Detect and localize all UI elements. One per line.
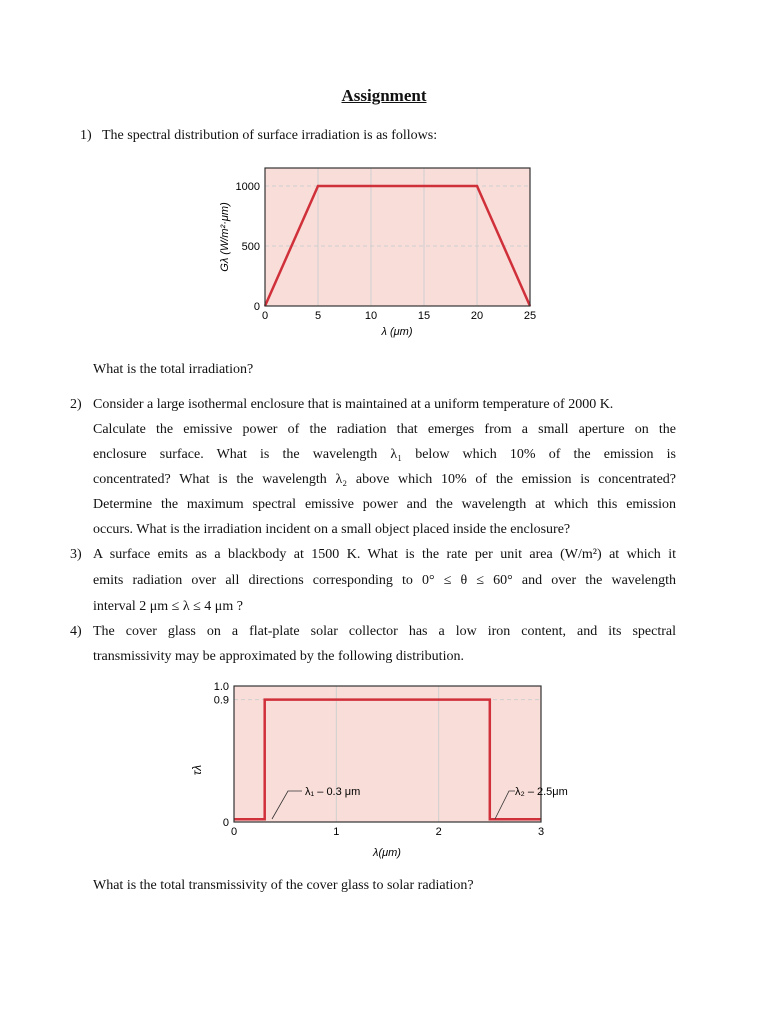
y-tick-label: 0 bbox=[222, 817, 229, 829]
q1-question: What is the total irradiation? bbox=[93, 362, 254, 377]
annotation-lambda1: λ₁ – 0.3 μm bbox=[305, 786, 361, 798]
x-tick-label: 15 bbox=[417, 310, 431, 322]
q4-line-2: transmissivity may be approximated by the following distribution. bbox=[93, 649, 464, 664]
x-tick-label: 20 bbox=[470, 310, 484, 322]
q2-line-6: occurs. What is the irradiation incident on a small object placed inside the enclosure? bbox=[93, 522, 571, 537]
chart-transmissivity-svg bbox=[180, 676, 600, 866]
y-tick-label: 0.9 bbox=[213, 694, 229, 707]
y-tick-label: 0 bbox=[253, 301, 260, 313]
x-tick-label: 3 bbox=[537, 826, 545, 838]
q3-line-2: emits radiation over all directions corresponding to 0° ≤ θ ≤ 60° and over the wavelength bbox=[93, 573, 676, 588]
annotation-lambda2: λ₂ – 2.5μm bbox=[515, 786, 568, 798]
q2-line-2: Calculate the emissive power of the radiation that emerges from a small aperture on the bbox=[93, 422, 676, 437]
x-tick-label: 5 bbox=[314, 310, 322, 322]
q2-line-4: concentrated? What is the wavelength λ₂ above which 10% of the emission is concentrated? bbox=[93, 472, 676, 487]
q3-line-1: A surface emits as a blackbody at 1500 K. What is the rate per unit area (W/m²) at which it bbox=[93, 547, 676, 562]
x-tick-label: 0 bbox=[230, 826, 238, 838]
plot-area bbox=[265, 168, 530, 306]
q1-text: The spectral distribution of surface irradiation is as follows: bbox=[102, 128, 438, 143]
y-tick-label: 1000 bbox=[235, 181, 260, 193]
y-tick-label: 500 bbox=[241, 241, 260, 253]
q4-question: What is the total transmissivity of the cover glass to solar radiation? bbox=[93, 878, 474, 893]
x-axis-label: λ (μm) bbox=[381, 326, 413, 338]
q2-number: 2) bbox=[70, 397, 82, 412]
q2-line-1: Consider a large isothermal enclosure that is maintained at a uniform temperature of 2000 K. bbox=[93, 397, 614, 412]
q2-line-5: Determine the maximum spectral emissive power and the wavelength at which this emission bbox=[93, 497, 676, 512]
plot-area bbox=[234, 686, 541, 822]
y-axis-label: τλ bbox=[190, 764, 204, 776]
page-title: Assignment bbox=[341, 86, 427, 105]
chart-irradiation bbox=[212, 165, 552, 345]
x-tick-label: 2 bbox=[435, 826, 442, 838]
y-tick-label: 1.0 bbox=[213, 681, 229, 693]
q3-line-3: interval 2 μm ≤ λ ≤ 4 μm ? bbox=[93, 599, 243, 614]
y-axis-label: Gλ (W/m²·μm) bbox=[219, 202, 231, 272]
chart-irradiation-svg bbox=[212, 165, 552, 345]
x-axis-label: λ(μm) bbox=[373, 847, 401, 859]
x-tick-label: 25 bbox=[523, 310, 537, 322]
q4-number: 4) bbox=[70, 624, 82, 639]
chart-transmissivity bbox=[180, 676, 600, 866]
q4-line-1: The cover glass on a flat-plate solar collector has a low iron content, and its spectral bbox=[93, 624, 676, 639]
q1-number: 1) bbox=[80, 128, 92, 143]
x-tick-label: 10 bbox=[364, 310, 378, 322]
q3-number: 3) bbox=[70, 547, 82, 562]
q2-line-3: enclosure surface. What is the wavelength λ₁ below which 10% of the emission is bbox=[93, 447, 676, 462]
x-tick-label: 0 bbox=[261, 310, 269, 322]
x-tick-label: 1 bbox=[333, 826, 340, 838]
